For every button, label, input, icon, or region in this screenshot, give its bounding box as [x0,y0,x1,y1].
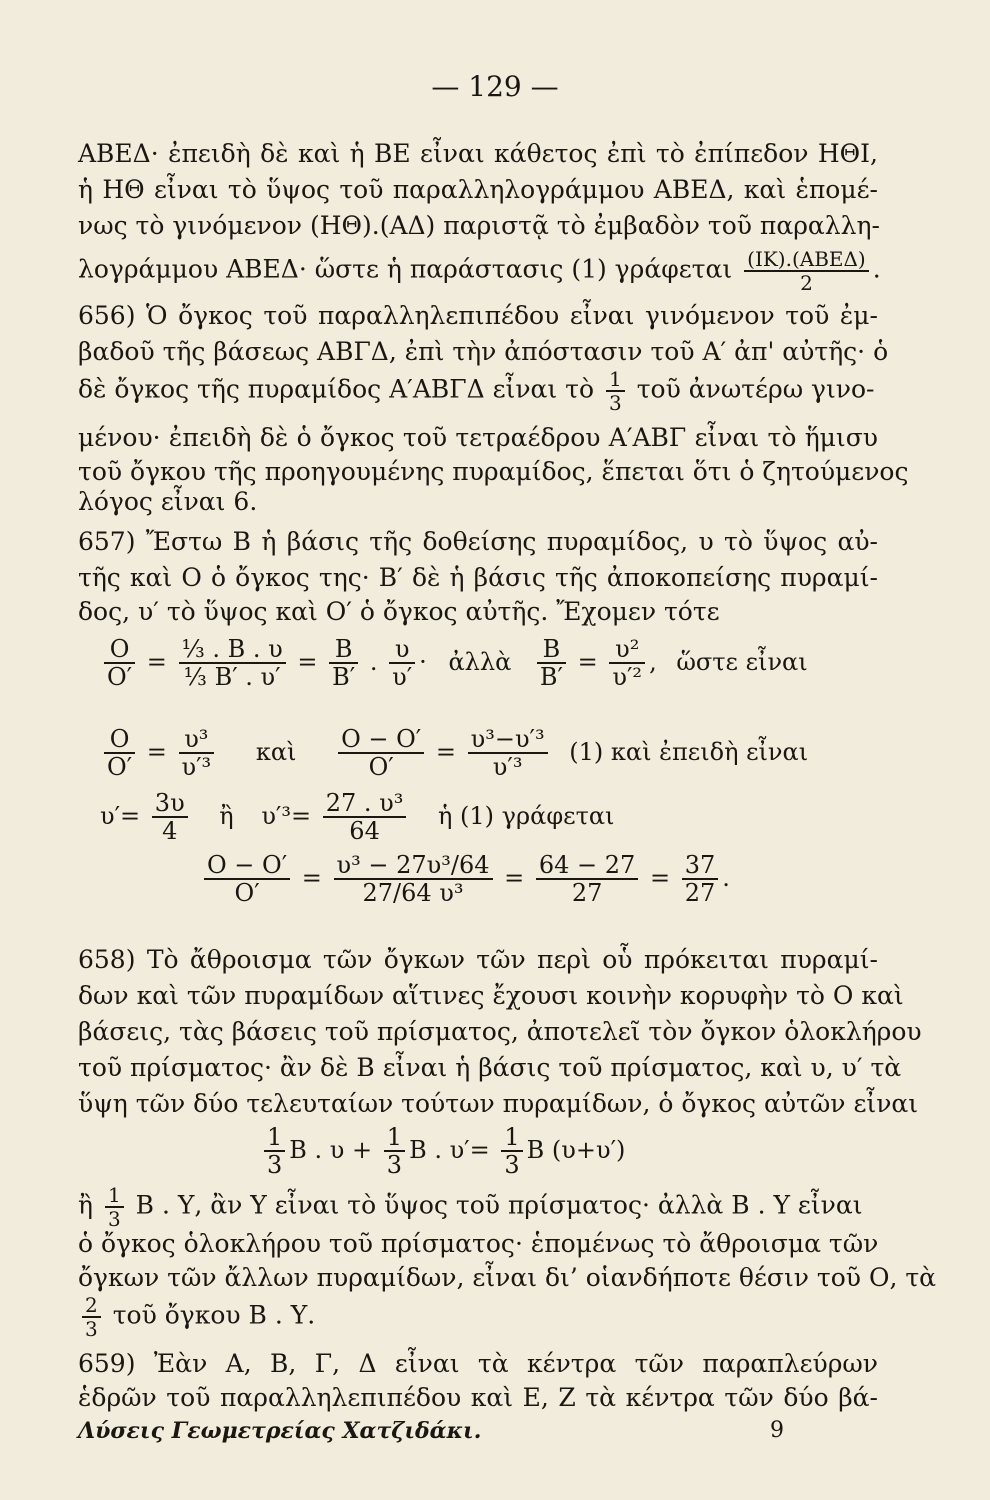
equation-3 [100,790,880,845]
text-line-with-fraction: λογράμμου ΑΒΕΔ· ὥστε ἡ παράστασις (1) γράφεται $\frac{\text{(ΙΚ).(ΑΒΕΔ)}}{2}$ . [78,247,881,295]
fraction [338,726,424,781]
fraction-numerator: Ο − Ο′ [338,726,424,754]
text-line: τοῦ ὄγκου τῆς προηγουμένης πυραμίδος, ἕπεται ὅτι ὁ ζητούμενος [78,457,909,486]
fraction-numerator: υ³−υ′³ [468,726,548,754]
text-fragment: ἀλλὰ [448,647,512,676]
text-line-with-fraction [78,1294,878,1340]
fraction-denominator: Ο′ [234,879,260,908]
fraction [179,726,215,781]
text-fragment: ἢ [78,1190,93,1220]
fraction-denominator: Ο′ [368,753,394,782]
text-line: βαδοῦ τῆς βάσεως ΑΒΓΔ, ἐπὶ τὴν ἀπόστασιν τοῦ Α′ ἀπ' αὐτῆς· ὁ [78,337,889,366]
fraction [152,790,188,845]
fraction [537,636,566,691]
text-line: 656) Ὁ ὄγκος τοῦ παραλληλεπιπέδου εἶναι γινόμενον τοῦ ἐμ- [78,301,878,330]
fraction-numerator: Ο − Ο′ [204,852,290,880]
text-line: ὁ ὄγκος ὁλοκλήρου τοῦ πρίσματος· ἑπομένως τὸ ἄθροισμα τῶν [78,1229,879,1258]
fraction-numerator: υ² [609,636,645,664]
text-line: ἡ ΗΘ εἶναι τὸ ὕψος τοῦ παραλληλογράμμου ΑΒΕΔ, καὶ ἑπομέ- [78,175,878,204]
fraction-numerator: ⅓ . Β . υ [179,636,286,664]
text-line: ὕψη τῶν δύο τελευταίων τούτων πυραμίδων, ὁ ὄγκος αὐτῶν εἶναι [78,1089,919,1118]
fraction [682,852,719,907]
text-line: δων καὶ τῶν πυραμίδων αἵτινες ἔχουσι κοινὴν κορυφὴν τὸ Ο καὶ [78,981,904,1010]
text-fragment: υ′³= [261,801,312,830]
text-fragment: Β (υ+υ′) [526,1135,626,1164]
fraction-denominator: 2 [800,271,813,295]
fraction [536,852,638,907]
fraction-denominator: υ′³ [492,753,523,782]
fraction-numerator: υ [389,636,415,664]
fraction-denominator: 3 [609,391,622,415]
fraction-numerator: υ³ [179,726,215,754]
fraction-denominator: 27/64 υ³ [362,879,464,908]
text-line: τοῦ πρίσματος· ἂν δὲ Β εἶναι ἡ βάσις τοῦ πρίσματος, καὶ υ, υ′ τὰ [78,1053,902,1082]
fraction-numerator: Ο [104,636,135,664]
text-fragment: Β . Υ, ἂν Υ εἶναι τὸ ὕψος τοῦ πρίσματος· ἀλλὰ Β . Υ εἶναι [135,1190,863,1220]
fraction [384,1124,405,1179]
fraction-denominator: 27 [684,879,716,908]
fraction-numerator: 1 [606,368,625,392]
text-line: ΑΒΕΔ· ἐπειδὴ δὲ καὶ ἡ ΒΕ εἶναι κάθετος ἐπὶ τὸ ἐπίπεδον ΗΘΙ, [78,139,878,168]
text-line: νως τὸ γινόμενον (ΗΘ).(ΑΔ) παριστᾷ τὸ ἐμβαδὸν τοῦ παραλλη- [78,211,880,240]
text-line: 659) Ἐὰν Α, Β, Γ, Δ εἶναι τὰ κέντρα τῶν παραπλεύρων [78,1349,878,1378]
equation-1: $\frac{O}{O'}$ = $\frac{\text{⅓ . Β . υ}}{\text{⅓ Β′ . υ′}}$ = $\frac{B}{B'}$ . $\frac{\upsilon}{\upsilon'}$ · ἀλλὰ $\frac{B}{B'}$ = $\frac{\text{υ²}}{\text{υ′²}}$ , ὥστε εἶναι [100,636,880,691]
fraction-numerator: 1 [501,1124,522,1152]
fraction [609,636,645,691]
fraction [105,1184,124,1230]
fraction-numerator: Β [537,636,566,664]
footer-title: Λύσεις Γεωμετρείας Χατζιδάκι. [78,1418,482,1444]
text-fragment: Β . υ′= [409,1135,490,1164]
text-fragment: ὥστε εἶναι [676,647,808,676]
fraction-numerator: 1 [264,1124,285,1152]
fraction [389,636,415,691]
fraction [264,1124,285,1179]
fraction [501,1124,522,1179]
equation-2: $\frac{O}{O'}$ = $\frac{\text{υ³}}{\text{υ′³}}$ καὶ $\frac{O - O'}{O'}$ = $\frac{\text{υ³−υ′³}}{\text{υ′³}}$ (1) καὶ ἐπειδὴ εἶναι [100,726,880,781]
fraction [329,636,358,691]
text-fragment: τοῦ ὄγκου Β . Υ. [112,1300,316,1330]
fraction-denominator: Β′ [539,663,564,692]
equation-5 [260,1124,990,1179]
text-fragment: (1) καὶ ἐπειδὴ εἶναι [569,737,809,766]
text-line: τῆς καὶ Ο ὁ ὄγκος της· Β′ δὲ ἡ βάσις τῆς ἀποκοπείσης πυραμί- [78,563,878,592]
fraction [82,1294,101,1340]
text-fragment: ἡ (1) γράφεται [438,801,615,830]
fraction-denominator: ⅓ Β′ . υ′ [183,663,281,692]
fraction [104,726,135,781]
fraction-denominator: 3 [85,1317,98,1341]
text-line: μένου· ἐπειδὴ δὲ ὁ ὄγκος τοῦ τετραέδρου Α′ΑΒΓ εἶναι τὸ ἥμισυ [78,423,878,452]
footer-signature: 9 [770,1418,784,1443]
text-fragment: δὲ ὄγκος τῆς πυραμίδος Α′ΑΒΓΔ εἶναι τὸ [78,374,595,404]
fraction [204,852,290,907]
text-line-with-fraction [78,368,878,414]
fraction-denominator: Ο′ [107,753,133,782]
text-line: 657) Ἔστω Β ἡ βάσις τῆς δοθείσης πυραμίδος, υ τὸ ὕψος αὐ- [78,527,878,556]
text-fragment: λογράμμου ΑΒΕΔ· ὥστε ἡ παράστασις (1) γράφεται [78,254,733,284]
text-line-with-fraction [78,1184,878,1230]
fraction-numerator: 37 [682,852,719,880]
fraction-numerator: 1 [105,1184,124,1208]
fraction-numerator: Ο [104,726,135,754]
fraction-numerator: 3υ [152,790,188,818]
text-fragment: τοῦ ἀνωτέρω γινο- [636,374,875,404]
fraction-numerator: 2 [82,1294,101,1318]
fraction [104,636,135,691]
fraction-denominator: Ο′ [107,663,133,692]
fraction-denominator: 3 [504,1151,520,1180]
fraction-numerator: υ³ − 27υ³/64 [334,852,493,880]
text-fragment: Β . υ + [289,1135,373,1164]
fraction-denominator: Β′ [332,663,356,692]
fraction [744,248,869,294]
fraction-numerator: 64 − 27 [536,852,638,880]
text-line: λόγος εἶναι 6. [78,487,258,516]
fraction [468,726,548,781]
page-number: — 129 — [431,70,559,103]
fraction [606,368,625,414]
fraction-denominator: 3 [267,1151,283,1180]
text-line: ὄγκων τῶν ἄλλων πυραμίδων, εἶναι δι’ οἱανδήποτε θέσιν τοῦ Ο, τὰ [78,1263,937,1292]
text-fragment: υ′= [100,801,141,830]
fraction-denominator: υ′² [612,663,643,692]
fraction-numerator: Β [329,636,358,664]
text-fragment: καὶ [255,737,297,766]
fraction-numerator: 27 . υ³ [323,790,407,818]
fraction-denominator: 64 [349,817,380,846]
fraction-denominator: υ′³ [181,753,212,782]
fraction [179,636,286,691]
fraction-denominator: 3 [107,1207,121,1231]
fraction-denominator: 27 [571,879,603,908]
fraction-denominator: 3 [386,1151,403,1180]
fraction-denominator: υ′ [392,663,413,692]
fraction-numerator: (ΙΚ).(ΑΒΕΔ) [744,248,869,272]
text-fragment: ἢ [219,801,234,830]
text-line: δος, υ′ τὸ ὕψος καὶ Ο′ ὁ ὄγκος αὐτῆς. Ἔχομεν τότε [78,597,720,626]
text-line: ἑδρῶν τοῦ παραλληλεπιπέδου καὶ Ε, Ζ τὰ κέντρα τῶν δύο βά- [78,1383,878,1412]
text-line: 658) Τὸ ἄθροισμα τῶν ὄγκων τῶν περὶ οὗ πρόκειται πυραμί- [78,945,878,974]
fraction [334,852,493,907]
fraction-denominator: 4 [162,817,178,846]
fraction-numerator: 1 [384,1124,405,1152]
fraction [323,790,407,845]
equation-4: $\frac{O - O'}{O'}$ = $\frac{\text{υ³ − 27υ³/64}}{\text{27/64 υ³}}$ = $\frac{64 - 27}{27}$ = $\frac{37}{27}$ . [200,852,980,907]
text-line: βάσεις, τὰς βάσεις τοῦ πρίσματος, ἀποτελεῖ τὸν ὄγκον ὁλοκλήρου [78,1017,922,1046]
